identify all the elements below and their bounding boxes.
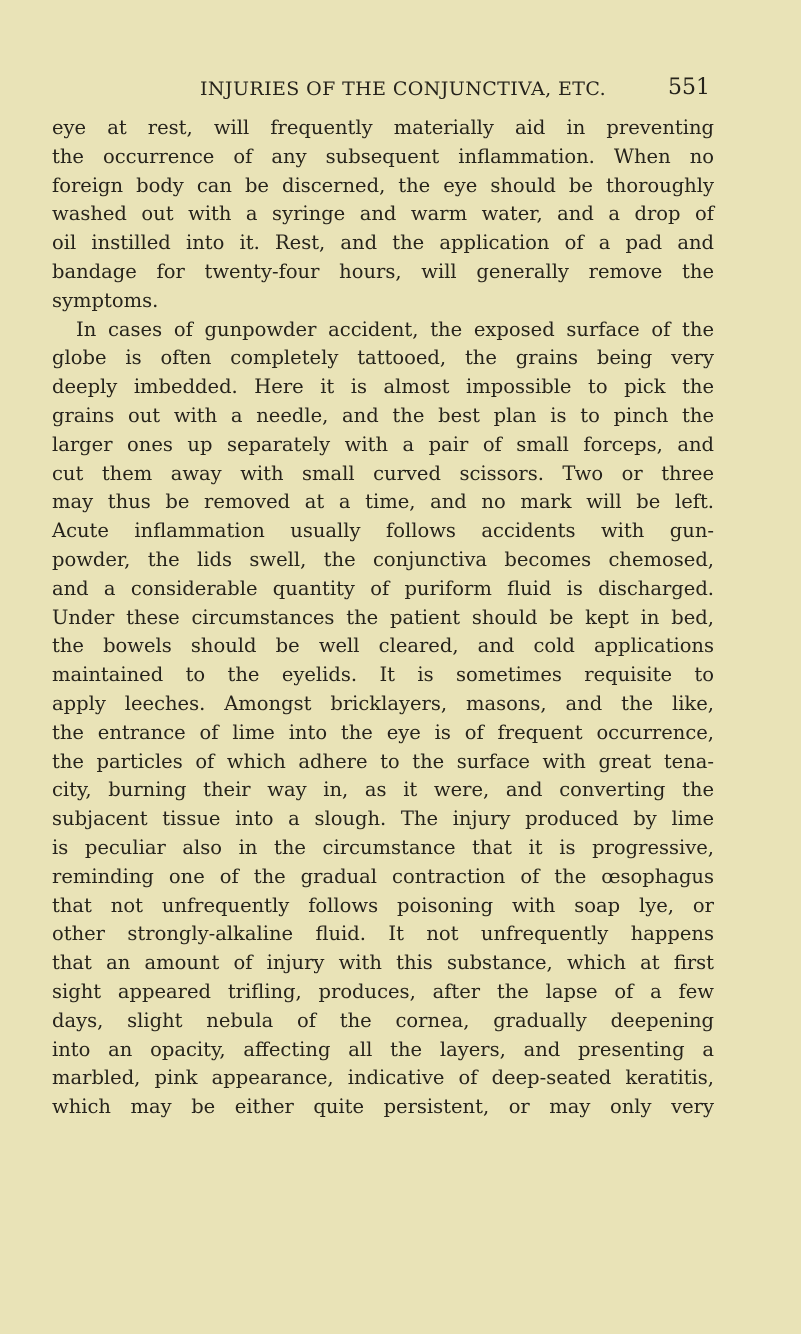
text-line: that not unfrequently follows poisoning with soap lye, or — [52, 893, 714, 917]
text-line: sight appeared trifling, produces, after the lapse of a few — [52, 979, 714, 1003]
text-line: subjacent tissue into a slough. The injury produced by lime — [52, 807, 714, 831]
text-line: that an amount of injury with this substance, which at first — [52, 951, 714, 975]
text-line: Under these circumstances the patient should be kept in bed, — [52, 605, 714, 629]
text-line: deeply imbedded. Here it is almost impossible to pick the — [52, 375, 714, 399]
text-line: eye at rest, will frequently materially aid in preventing — [52, 116, 714, 139]
text-line: marbled, pink appearance, indicative of deep-seated keratitis, — [52, 1066, 714, 1090]
text-line: may thus be removed at a time, and no mark will be left. — [52, 490, 714, 514]
text-line: the entrance of lime into the eye is of frequent occurrence, — [52, 720, 714, 744]
text-line: grains out with a needle, and the best plan is to pinch the — [52, 403, 714, 427]
text-line: into an opacity, affecting all the layers, and presenting a — [52, 1037, 714, 1061]
text-line: apply leeches. Amongst bricklayers, masons, and the like, — [52, 691, 714, 715]
text-line: oil instilled into it. Rest, and the application of a pad and — [52, 231, 714, 255]
text-line: the occurrence of any subsequent inflammation. When no — [52, 144, 714, 168]
text-line: is peculiar also in the circumstance that it is progressive, — [52, 835, 714, 859]
running-head — [52, 74, 710, 110]
text-line: washed out with a syringe and warm water, and a drop of — [52, 202, 714, 226]
page-number: 551 — [668, 75, 710, 100]
text-line: and a considerable quantity of puriform fluid is discharged. — [52, 576, 714, 600]
text-line: days, slight nebula of the cornea, gradually deepening — [52, 1008, 714, 1032]
text-line: the bowels should be well cleared, and cold applications — [52, 634, 714, 658]
text-line: reminding one of the gradual contraction of the œsophagus — [52, 864, 714, 888]
paragraph-end-line: symptoms. — [52, 288, 159, 312]
text-line: city, burning their way in, as it were, and converting the — [52, 778, 714, 802]
text-line: other strongly-alkaline fluid. It not unfrequently happens — [52, 922, 714, 946]
text-line: the particles of which adhere to the surface with great tena- — [52, 749, 714, 773]
text-line: bandage for twenty-four hours, will generally remove the — [52, 259, 714, 283]
text-line: maintained to the eyelids. It is sometimes requisite to — [52, 663, 714, 687]
text-line: globe is often completely tattooed, the grains being very — [52, 346, 714, 370]
text-line: which may be either quite persistent, or may only very — [52, 1095, 714, 1119]
running-title: INJURIES OF THE CONJUNCTIVA, ETC. — [200, 78, 607, 100]
paragraph-start-line: In cases of gunpowder accident, the exposed surface of the — [76, 317, 714, 341]
text-line: powder, the lids swell, the conjunctiva becomes chemosed, — [52, 547, 714, 571]
body-text — [52, 114, 714, 1122]
text-line: larger ones up separately with a pair of small forceps, and — [52, 432, 714, 456]
text-line: cut them away with small curved scissors. Two or three — [52, 461, 714, 485]
text-line: Acute inflammation usually follows accidents with gun- — [52, 519, 714, 543]
text-line: foreign body can be discerned, the eye should be thoroughly — [52, 173, 714, 197]
